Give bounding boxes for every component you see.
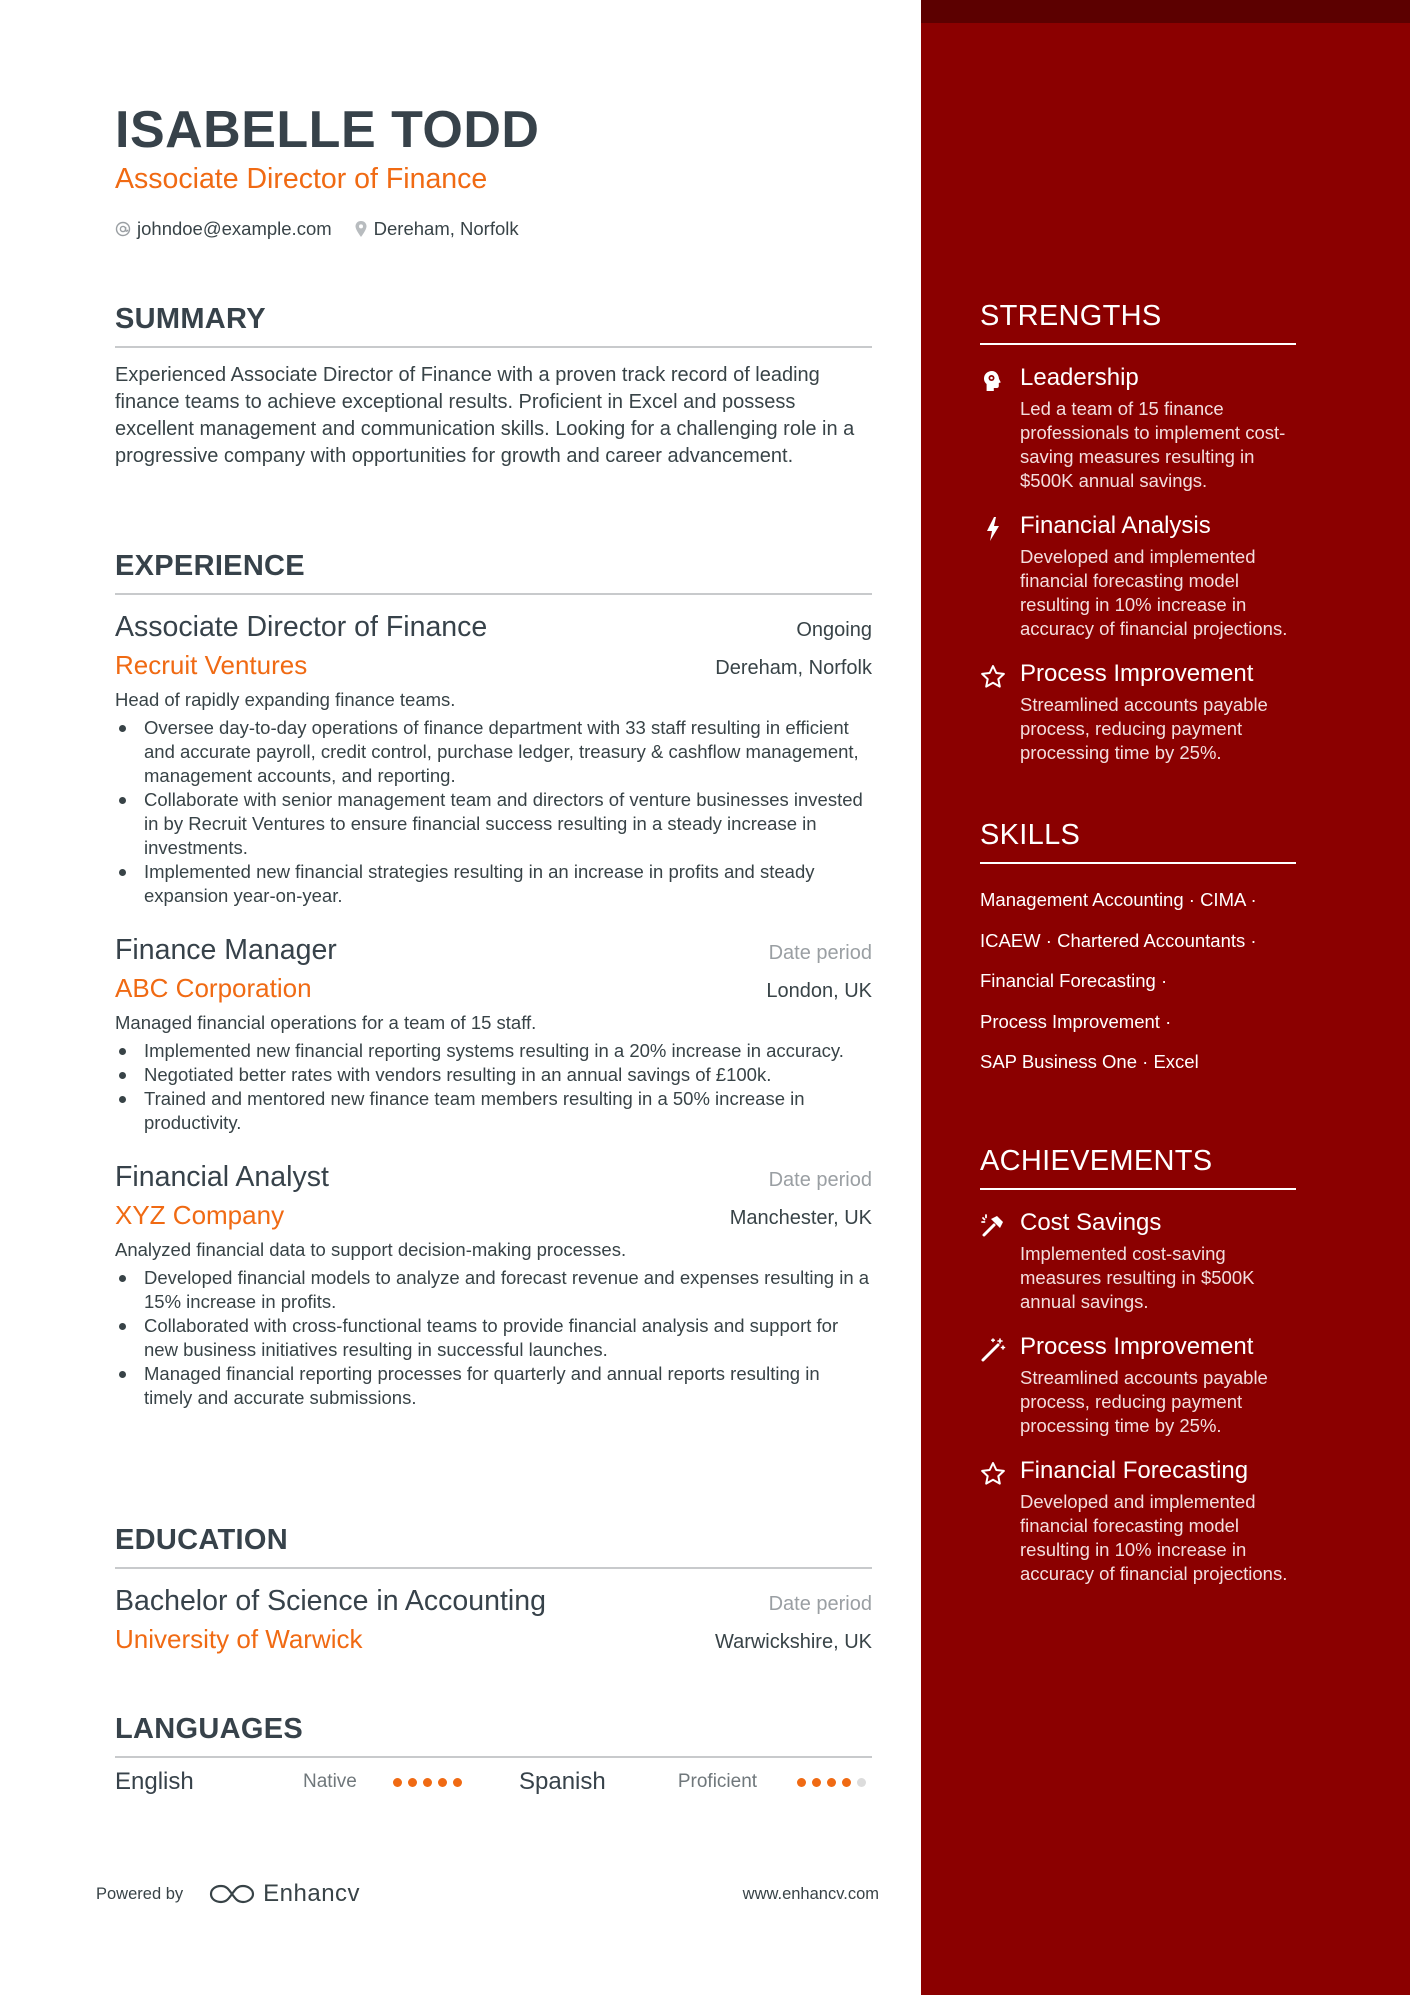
strengths-section bbox=[980, 300, 1296, 765]
star-outline-icon bbox=[980, 664, 1006, 690]
sidebar-top-bar bbox=[921, 0, 1410, 23]
star-outline-icon bbox=[980, 1461, 1006, 1487]
head-brain-icon bbox=[980, 368, 1006, 394]
education-section bbox=[115, 1524, 872, 1656]
strength-item bbox=[980, 363, 1296, 493]
skill-line: Financial Forecasting · bbox=[980, 970, 1168, 991]
job-position: Financial Analyst bbox=[115, 1161, 329, 1193]
achievement-title: Cost Savings bbox=[1020, 1208, 1162, 1236]
sidebar bbox=[921, 0, 1410, 1995]
achievement-item bbox=[980, 1208, 1296, 1314]
bullet-item: Oversee day-to-day operations of finance department with 33 staff resulting in efficient and accurate payroll, credit control, purchase ledger, treasury & cashflow management, management accounts, and reporting. bbox=[115, 716, 872, 788]
hammer-sparkle-icon bbox=[980, 1213, 1006, 1239]
job-date: Ongoing bbox=[796, 619, 872, 641]
bullet-item: Collaborated with cross-functional teams to provide financial analysis and support for new business initiatives resulting in successful launches. bbox=[115, 1314, 872, 1362]
rating-dot-filled bbox=[842, 1778, 851, 1787]
language-level: Proficient bbox=[677, 1771, 758, 1792]
job-entry bbox=[115, 932, 872, 1135]
strength-title: Financial Analysis bbox=[1020, 512, 1211, 539]
job-bullets bbox=[115, 716, 872, 908]
job-date: Date period bbox=[768, 1169, 872, 1191]
language-name: Spanish bbox=[519, 1768, 606, 1795]
job-position: Associate Director of Finance bbox=[115, 611, 488, 643]
achievement-title: Financial Forecasting bbox=[1020, 1456, 1249, 1484]
at-icon bbox=[115, 221, 131, 237]
language-name: English bbox=[115, 1768, 194, 1795]
achievements-section bbox=[980, 1145, 1296, 1586]
language-rating bbox=[797, 1778, 872, 1787]
job-location: London, UK bbox=[766, 980, 872, 1002]
website-link[interactable]: www.enhancv.com bbox=[742, 1884, 879, 1903]
strength-item bbox=[980, 511, 1296, 641]
candidate-title: Associate Director of Finance bbox=[115, 163, 488, 195]
language-item bbox=[115, 1768, 519, 1796]
job-date: Date period bbox=[768, 942, 872, 964]
skills-list bbox=[980, 880, 1296, 1083]
enhancv-logo-icon bbox=[209, 1883, 255, 1905]
summary-section bbox=[115, 303, 872, 470]
job-description: Analyzed financial data to support decision-making processes. bbox=[115, 1239, 627, 1260]
rating-dot-filled bbox=[423, 1778, 432, 1787]
strength-title: Leadership bbox=[1020, 364, 1139, 391]
bullet-item: Managed financial reporting processes for quarterly and annual reports resulting in timely and accurate submissions. bbox=[115, 1362, 872, 1410]
job-description: Managed financial operations for a team of 15 staff. bbox=[115, 1012, 537, 1033]
achievement-title: Process Improvement bbox=[1020, 1332, 1254, 1360]
languages-section bbox=[115, 1713, 872, 1796]
job-location: Manchester, UK bbox=[729, 1207, 872, 1229]
powered-by-label: Powered by bbox=[96, 1884, 184, 1903]
languages-list bbox=[115, 1768, 872, 1796]
strengths-heading: STRENGTHS bbox=[980, 300, 1296, 345]
job-company: Recruit Ventures bbox=[115, 650, 308, 680]
rating-dot-empty bbox=[857, 1778, 866, 1787]
education-location: Warwickshire, UK bbox=[714, 1631, 872, 1653]
skill-line: ICAEW · Chartered Accountants · bbox=[980, 929, 1257, 951]
language-item bbox=[519, 1768, 872, 1796]
achievement-item bbox=[980, 1332, 1296, 1438]
email-text: johndoe@example.com bbox=[137, 218, 332, 239]
experience-section bbox=[115, 550, 872, 1410]
job-entry bbox=[115, 1159, 872, 1410]
skills-section bbox=[980, 819, 1296, 1083]
achievement-description: Implemented cost-saving measures resulting in $500K annual savings. bbox=[1020, 1242, 1255, 1312]
job-company: XYZ Company bbox=[115, 1200, 285, 1230]
sidebar-content bbox=[980, 300, 1296, 1630]
languages-heading: LANGUAGES bbox=[115, 1713, 872, 1758]
location-text: Dereham, Norfolk bbox=[373, 218, 519, 239]
footer bbox=[96, 1880, 879, 1908]
bolt-icon bbox=[980, 516, 1006, 542]
bullet-item: Implemented new financial strategies resulting in an increase in profits and steady expansion year-on-year. bbox=[115, 860, 872, 908]
rating-dot-filled bbox=[797, 1778, 806, 1787]
education-heading: EDUCATION bbox=[115, 1524, 872, 1569]
summary-text: Experienced Associate Director of Finance with a proven track record of leading finance teams to achieve exceptional results. Proficient in Excel and possess excellent management and communication skills. Looking for a challenging role in a progressive company with opportunities for growth and career advancement. bbox=[115, 364, 855, 467]
rating-dot-filled bbox=[827, 1778, 836, 1787]
achievements-heading: ACHIEVEMENTS bbox=[980, 1145, 1296, 1190]
experience-heading: EXPERIENCE bbox=[115, 550, 872, 595]
rating-dot-filled bbox=[408, 1778, 417, 1787]
powered-by bbox=[96, 1880, 360, 1908]
rating-dot-filled bbox=[812, 1778, 821, 1787]
skill-line: Management Accounting · CIMA · bbox=[980, 889, 1257, 910]
contact-email[interactable] bbox=[115, 218, 332, 240]
education-school: University of Warwick bbox=[115, 1624, 363, 1654]
job-entry bbox=[115, 609, 872, 908]
location-pin-icon bbox=[354, 220, 368, 238]
bullet-item: Developed financial models to analyze and forecast revenue and expenses resulting in a 15% increase in profits. bbox=[115, 1266, 872, 1314]
achievement-description: Streamlined accounts payable process, reducing payment processing time by 25%. bbox=[1020, 1366, 1268, 1436]
bullet-item: Negotiated better rates with vendors resulting in an annual savings of £100k. bbox=[115, 1063, 872, 1087]
strength-description: Developed and implemented financial forecasting model resulting in 10% increase in accuracy of financial projections. bbox=[1020, 546, 1288, 639]
bullet-item: Trained and mentored new finance team members resulting in a 50% increase in productivity. bbox=[115, 1087, 872, 1135]
magic-wand-icon bbox=[980, 1337, 1006, 1363]
job-position: Finance Manager bbox=[115, 934, 337, 966]
strength-description: Led a team of 15 finance professionals to implement cost-saving measures resulting in $500K annual savings. bbox=[1020, 398, 1286, 491]
skills-heading: SKILLS bbox=[980, 819, 1296, 864]
strength-title: Process Improvement bbox=[1020, 660, 1254, 687]
skill-line: SAP Business One · Excel bbox=[980, 1051, 1199, 1072]
rating-dot-filled bbox=[438, 1778, 447, 1787]
job-bullets bbox=[115, 1266, 872, 1410]
bullet-item: Collaborate with senior management team and directors of venture businesses invested in by Recruit Ventures to ensure financial success resulting in a steady increase in investments. bbox=[115, 788, 872, 860]
achievement-item bbox=[980, 1456, 1296, 1586]
language-level: Native bbox=[303, 1771, 357, 1792]
contact-info bbox=[115, 218, 541, 240]
rating-dot-filled bbox=[453, 1778, 462, 1787]
skill-line: Process Improvement · bbox=[980, 1010, 1172, 1032]
strength-item bbox=[980, 659, 1296, 765]
job-company: ABC Corporation bbox=[115, 973, 312, 1003]
summary-heading: SUMMARY bbox=[115, 303, 872, 348]
language-rating bbox=[393, 1778, 468, 1787]
enhancv-logo-text: Enhancv bbox=[263, 1880, 361, 1907]
bullet-item: Implemented new financial reporting systems resulting in a 20% increase in accuracy. bbox=[115, 1039, 872, 1063]
education-date: Date period bbox=[768, 1593, 872, 1615]
job-description: Head of rapidly expanding finance teams. bbox=[115, 689, 456, 710]
job-bullets bbox=[115, 1039, 872, 1135]
contact-location bbox=[354, 218, 519, 240]
candidate-name: ISABELLE TODD bbox=[115, 101, 540, 159]
job-location: Dereham, Norfolk bbox=[715, 657, 872, 679]
education-entry bbox=[115, 1583, 872, 1656]
rating-dot-filled bbox=[393, 1778, 402, 1787]
strength-description: Streamlined accounts payable process, reducing payment processing time by 25%. bbox=[1020, 694, 1268, 763]
achievement-description: Developed and implemented financial forecasting model resulting in 10% increase in accuracy of financial projections. bbox=[1020, 1490, 1288, 1584]
enhancv-logo[interactable] bbox=[209, 1880, 360, 1908]
education-degree: Bachelor of Science in Accounting bbox=[115, 1585, 546, 1617]
